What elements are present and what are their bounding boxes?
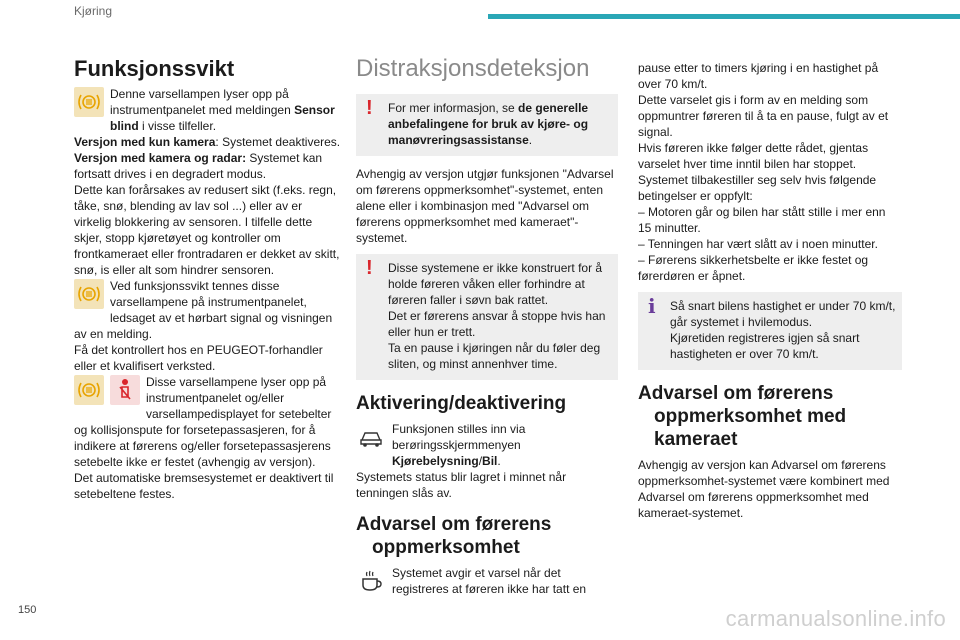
exclamation-icon: !	[366, 97, 373, 119]
info-note-standby: i Så snart bilens hastighet er under 70 km/t, går systemet i hvilemodus. Kjøretiden registreres igjen så snart hastigheten er over 70 km/t.	[638, 292, 902, 370]
warning-note-responsibility: ! Disse systemene er ikke konstruert for å holde føreren våken eller forhindre at føreren faller i søvn bak rattet. Det er førerens ansvar å stoppe hvis han eller hun er trett. Ta en pause i kjøringen når du føler deg sliten, og minst annenhver time.	[356, 254, 618, 380]
coffee-cup-icon	[356, 566, 386, 596]
list-item: – Førerens sikkerhetsbelte er ikke festet og førerdøren er åpnet.	[638, 253, 869, 283]
paragraph-pause: pause etter to timers kjøring i en hastighet på over 70 km/t.	[638, 61, 879, 91]
paragraph-braking-disabled: Det automatiske bremsesystemet er deaktivert til setebeltene festes.	[74, 471, 334, 501]
header-section-label: Kjøring	[74, 4, 113, 18]
exclamation-icon: !	[366, 257, 373, 279]
heading-attention-camera: Advarsel om førerens oppmerksomhet med kameraet	[638, 383, 847, 450]
section-title-malfunction: Funksjonssvikt	[74, 56, 235, 81]
paragraph-dealer: Få det kontrollert hos en PEUGEOT-forhandler eller et kvalifisert verksted.	[74, 343, 323, 373]
list-item: – Motoren går og bilen har stått stille i mer enn 15 minutter.	[638, 205, 886, 235]
paragraph-causes: Dette kan forårsakes av redusert sikt (f.eks. regn, tåke, snø, blending av lav sol ...) eller av er virkelig blokkering av sensoren. I tilfelle dette skjer, stopp kjøretøyet og kontroller om frontkameraet eller frontradaren er dekket av skitt, snø, is eller alt som hindrer sensoren.	[74, 183, 340, 277]
paragraph-message: Dette varselet gis i form av en melding som oppmuntrer føreren til å ta en pause, fulgt av et signal.	[638, 93, 889, 139]
section-title-distraction: Distraksjonsdeteksjon	[356, 55, 590, 82]
heading-activation: Aktivering/deaktivering	[356, 393, 567, 414]
paragraph-repeat: Hvis føreren ikke følger dette rådet, gjentas varselet hver time inntil bilen har stoppet.	[638, 141, 869, 171]
paragraph-attention-alert: Systemet avgir et varsel når det registreres at føreren ikke har tatt en	[356, 565, 618, 598]
paragraph-status-memory: Systemets status blir lagret i minnet når tenningen slås av.	[356, 470, 567, 500]
watermark: carmanualsonline.info	[725, 606, 946, 631]
info-icon: i	[648, 294, 656, 318]
paragraph-malfunction-lamps: Ved funksjonssvikt tennes disse varsellampene på instrumentpanelet, ledsaget av et hørbart signal og visningen av en melding.	[74, 279, 333, 341]
sensor-warning-icon	[74, 375, 104, 405]
paragraph-camera-combination: Avhengig av versjon kan Advarsel om førerens oppmerksomhet-systemet være kombinert med Advarsel om førerens oppmerksomhet med kameraet-systemet.	[638, 458, 890, 520]
page-number: 150	[18, 604, 37, 616]
sensor-warning-icon	[74, 87, 104, 117]
column-distraction	[356, 48, 618, 598]
seatbelt-warning-icon	[110, 375, 140, 405]
paragraph-activation: Funksjonen stilles inn via berøringsskjermmenyen Kjørebelysning/Bil.	[356, 421, 618, 469]
warning-note-more-info: ! For mer informasjon, se de generelle anbefalingene for bruk av kjøre- og manøvreringsassistanse.	[356, 94, 618, 156]
heading-driver-attention: Advarsel om førerens oppmerksomhet	[356, 514, 552, 558]
paragraph-versions: Avhengig av versjon utgjør funksjonen "Advarsel om førerens oppmerksomhet"-systemet, enten alene eller i kombinasjon med "Advarsel om førerens oppmerksomhet med kameraet"-systemet.	[356, 167, 614, 245]
sensor-warning-icon	[74, 279, 104, 309]
paragraph-reset-conditions: Systemet tilbakestiller seg selv hvis følgende betingelser er oppfylt:	[638, 173, 877, 203]
header-accent-bar	[488, 14, 960, 19]
paragraph-sensor-blind: Denne varsellampen lyser opp på instrumentpanelet med meldingen Sensor blind i visse tilfeller.	[74, 86, 342, 134]
column-attention-continued	[638, 60, 902, 521]
steering-wheel-icon	[356, 422, 386, 452]
list-item: – Tenningen har vært slått av i noen minutter.	[638, 237, 878, 251]
column-malfunction: Funksjonssvikt Denne varsellampen lyser opp på instrumentpanelet med meldingen Sensor blind i visse tilfeller. Versjon med kun kamera: Systemet deaktiveres. Versjon med kamera og radar: Systemet kan fortsatt drives i en degradert modus. Dette kan forårsakes av redusert sikt (f.eks. regn, tåke, snø, blending av lav sol ...) eller av er virkelig blokkering av sensoren. I tilfelle dette skjer, stopp kjøretøyet og kontroller om frontkameraet eller frontradaren er dekket av skitt, snø, is eller alt som hindrer sensoren. Ved funksjonssvikt tennes disse varsellampene på instrumentpanelet, ledsaget av et hørbart signal og visningen av en melding. Få det kontrollert hos en PEUGEOT-forhandler eller et kvalifisert verksted. Disse varsellampene lyser opp på instrumentpanelet og/eller varsellampedisplayet for setebelter og kollisjonspute for forsetepassasjeren, for å indikere at førerens og/eller forsetepassasjerens setebelte ikke er festet (avhengig av versjon). Det automatiske bremsesystemet er deaktivert til setebeltene festes.	[74, 56, 341, 501]
paragraph-seatbelt-lamps: Disse varsellampene lyser opp på instrumentpanelet og/eller varsellampedisplayet for setebelter og kollisjonspute for forsetepassasjeren, for å indikere at førerens og/eller forsetepassasjerens setebelte ikke er festet (avhengig av versjon).	[74, 375, 332, 469]
